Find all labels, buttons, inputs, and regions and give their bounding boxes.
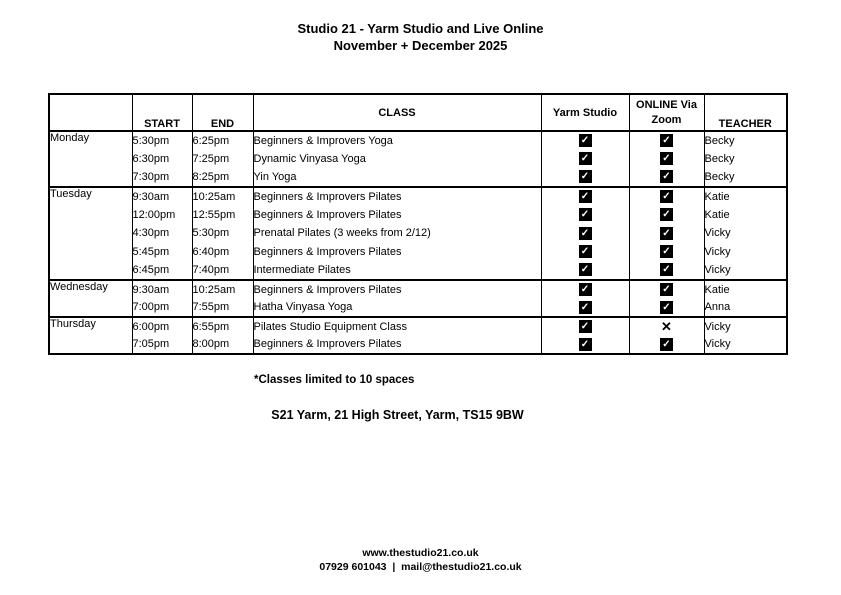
checkbox-checked-icon: ✓ [660, 301, 673, 314]
end-time: 8:00pm [192, 336, 253, 355]
teacher-name: Vicky [704, 224, 787, 243]
checkbox-checked-icon: ✓ [660, 134, 673, 147]
col-header-online-zoom [629, 94, 704, 131]
table-row [49, 224, 787, 243]
checkbox-checked-icon: ✓ [579, 190, 592, 203]
teacher-name: Becky [704, 168, 787, 187]
end-time: 8:25pm [192, 168, 253, 187]
studio-address: S21 Yarm, 21 High Street, Yarm, TS15 9BW [271, 408, 524, 422]
checkbox-checked-icon: ✓ [579, 152, 592, 165]
cross-icon: ✕ [661, 319, 672, 335]
end-time: 6:55pm [192, 317, 253, 336]
teacher-name: Vicky [704, 336, 787, 355]
classes-limit-note: *Classes limited to 10 spaces [254, 374, 415, 386]
start-time: 5:45pm [132, 243, 192, 262]
checkbox-checked-icon: ✓ [579, 320, 592, 333]
class-name: Beginners & Improvers Pilates [253, 336, 541, 355]
teacher-name: Anna [704, 298, 787, 317]
col-header-yarm-studio: Yarm Studio [541, 94, 629, 131]
table-row [49, 150, 787, 169]
online-zoom-cell [629, 280, 704, 299]
class-name: Beginners & Improvers Pilates [253, 187, 541, 206]
class-name: Hatha Vinyasa Yoga [253, 298, 541, 317]
end-time: 10:25am [192, 280, 253, 299]
end-time: 7:25pm [192, 150, 253, 169]
online-zoom-cell [629, 261, 704, 280]
schedule-table-container [48, 93, 788, 355]
start-time: 9:30am [132, 280, 192, 299]
yarm-studio-cell [541, 224, 629, 243]
day-label-tuesday: Tuesday [49, 187, 132, 280]
checkbox-checked-icon: ✓ [579, 134, 592, 147]
checkbox-checked-icon: ✓ [660, 338, 673, 351]
teacher-name: Katie [704, 187, 787, 206]
table-row [49, 243, 787, 262]
teacher-name: Vicky [704, 243, 787, 262]
end-time: 6:25pm [192, 131, 253, 150]
col-header-class: CLASS [253, 94, 541, 131]
yarm-studio-cell [541, 298, 629, 317]
col-header-teacher: TEACHER [704, 94, 787, 131]
checkbox-checked-icon: ✓ [660, 283, 673, 296]
checkbox-checked-icon: ✓ [579, 263, 592, 276]
online-zoom-cell [629, 317, 704, 336]
checkbox-checked-icon: ✓ [579, 283, 592, 296]
teacher-name: Becky [704, 131, 787, 150]
online-zoom-cell [629, 168, 704, 187]
class-name: Intermediate Pilates [253, 261, 541, 280]
checkbox-checked-icon: ✓ [660, 227, 673, 240]
end-time: 5:30pm [192, 224, 253, 243]
checkbox-checked-icon: ✓ [660, 245, 673, 258]
teacher-name: Katie [704, 280, 787, 299]
title-line-2: November + December 2025 [333, 37, 508, 53]
website-url: www.thestudio21.co.uk [362, 547, 479, 559]
start-time: 6:45pm [132, 261, 192, 280]
table-row [49, 280, 787, 299]
yarm-studio-cell [541, 131, 629, 150]
teacher-name: Vicky [704, 261, 787, 280]
col-header-day [49, 94, 132, 131]
page-title [0, 21, 841, 54]
checkbox-checked-icon: ✓ [579, 301, 592, 314]
online-via-label: ONLINE Via [636, 98, 697, 111]
col-header-start: START [132, 94, 192, 131]
start-time: 12:00pm [132, 205, 192, 224]
online-zoom-cell [629, 298, 704, 317]
start-time: 9:30am [132, 187, 192, 206]
class-name: Beginners & Improvers Pilates [253, 280, 541, 299]
yarm-studio-cell [541, 243, 629, 262]
yarm-studio-cell [541, 261, 629, 280]
schedule-table [48, 93, 788, 355]
yarm-studio-cell [541, 205, 629, 224]
end-time: 7:40pm [192, 261, 253, 280]
yarm-studio-cell [541, 168, 629, 187]
day-label-monday: Monday [49, 131, 132, 187]
online-zoom-cell [629, 224, 704, 243]
yarm-studio-cell [541, 317, 629, 336]
zoom-label: Zoom [651, 113, 682, 126]
online-zoom-cell [629, 205, 704, 224]
online-zoom-cell [629, 336, 704, 355]
checkbox-checked-icon: ✓ [660, 170, 673, 183]
day-label-wednesday: Wednesday [49, 280, 132, 317]
page-footer [0, 547, 841, 574]
class-name: Dynamic Vinyasa Yoga [253, 150, 541, 169]
class-name: Beginners & Improvers Pilates [253, 205, 541, 224]
start-time: 6:00pm [132, 317, 192, 336]
online-zoom-cell [629, 150, 704, 169]
online-zoom-cell [629, 187, 704, 206]
start-time: 7:00pm [132, 298, 192, 317]
class-name: Prenatal Pilates (3 weeks from 2/12) [253, 224, 541, 243]
table-row [49, 317, 787, 336]
header-row [49, 94, 787, 131]
checkbox-checked-icon: ✓ [579, 338, 592, 351]
class-name: Beginners & Improvers Yoga [253, 131, 541, 150]
table-row [49, 205, 787, 224]
start-time: 7:30pm [132, 168, 192, 187]
teacher-name: Katie [704, 205, 787, 224]
yarm-studio-cell [541, 187, 629, 206]
yarm-studio-cell [541, 280, 629, 299]
title-line-1: Studio 21 - Yarm Studio and Live Online [297, 21, 544, 36]
teacher-name: Becky [704, 150, 787, 169]
table-row [49, 168, 787, 187]
checkbox-checked-icon: ✓ [660, 190, 673, 203]
teacher-name: Vicky [704, 317, 787, 336]
yarm-studio-cell [541, 150, 629, 169]
class-name: Yin Yoga [253, 168, 541, 187]
class-name: Beginners & Improvers Pilates [253, 243, 541, 262]
col-header-end: END [192, 94, 253, 131]
table-row [49, 336, 787, 355]
end-time: 10:25am [192, 187, 253, 206]
checkbox-checked-icon: ✓ [660, 263, 673, 276]
table-row [49, 187, 787, 206]
checkbox-checked-icon: ✓ [579, 227, 592, 240]
checkbox-checked-icon: ✓ [579, 170, 592, 183]
checkbox-checked-icon: ✓ [660, 152, 673, 165]
online-zoom-cell [629, 243, 704, 262]
table-row [49, 131, 787, 150]
end-time: 6:40pm [192, 243, 253, 262]
class-name: Pilates Studio Equipment Class [253, 317, 541, 336]
start-time: 4:30pm [132, 224, 192, 243]
end-time: 12:55pm [192, 205, 253, 224]
table-row [49, 261, 787, 280]
yarm-studio-cell [541, 336, 629, 355]
day-label-thursday: Thursday [49, 317, 132, 354]
end-time: 7:55pm [192, 298, 253, 317]
online-zoom-cell [629, 131, 704, 150]
start-time: 7:05pm [132, 336, 192, 355]
checkbox-checked-icon: ✓ [579, 208, 592, 221]
start-time: 5:30pm [132, 131, 192, 150]
table-row [49, 298, 787, 317]
contact-line: 07929 601043 | mail@thestudio21.co.uk [319, 560, 522, 573]
checkbox-checked-icon: ✓ [579, 245, 592, 258]
checkbox-checked-icon: ✓ [660, 208, 673, 221]
start-time: 6:30pm [132, 150, 192, 169]
